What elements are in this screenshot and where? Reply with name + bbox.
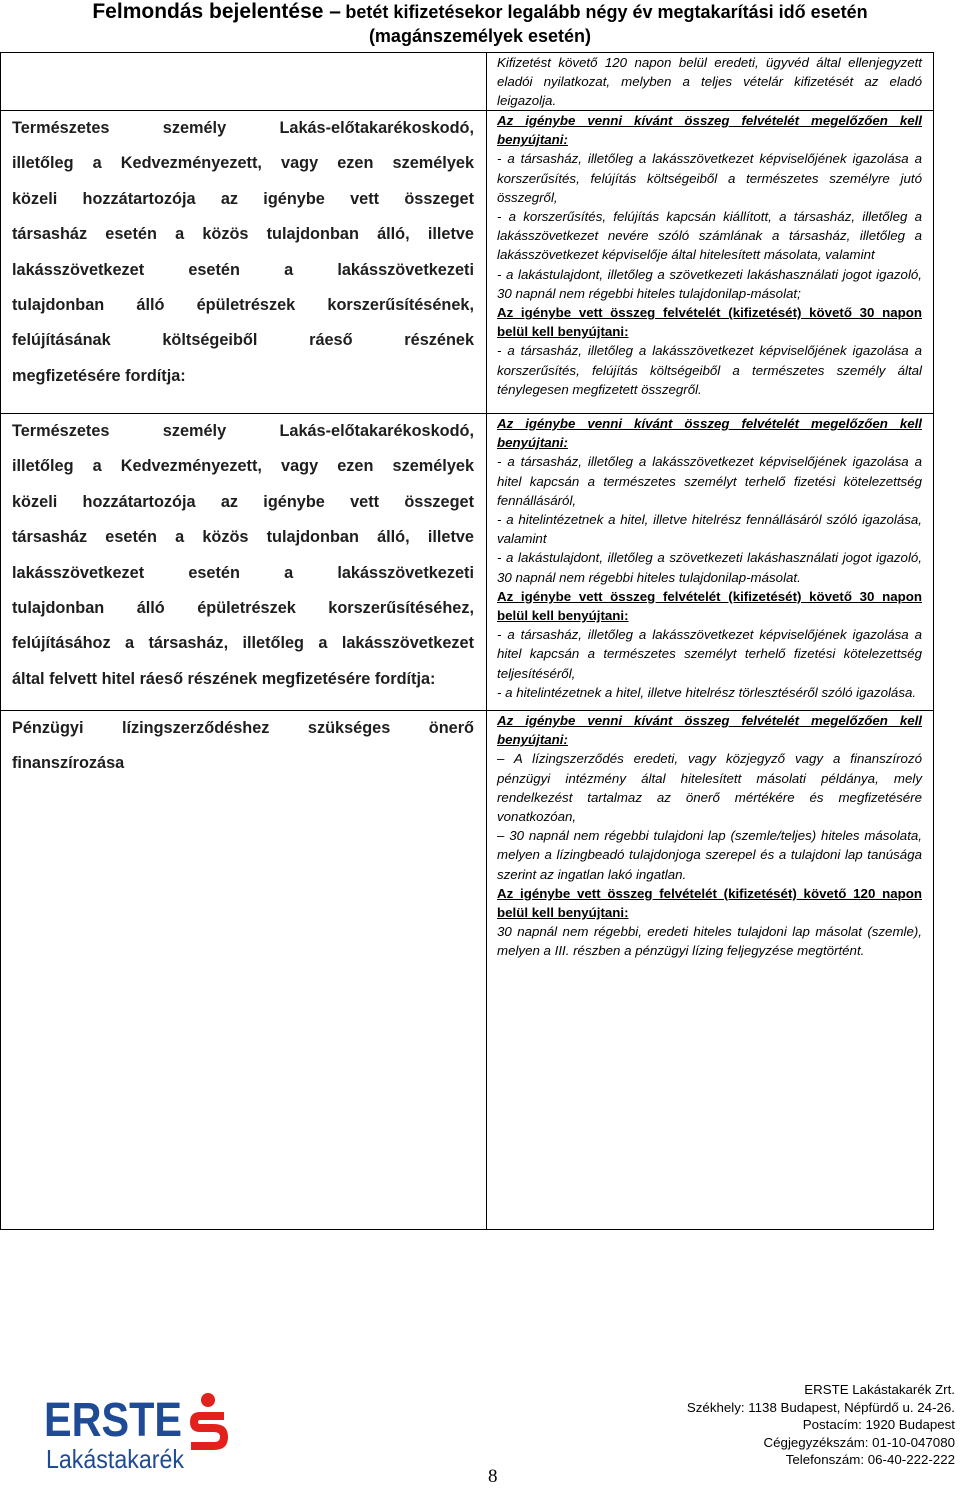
purpose-line: társasház esetén a közös tulajdonban álló, illetve [12, 528, 474, 547]
requirement-heading: Az igénybe vett összeg felvételét (kifizetését) követő 120 napon belül kell benyújtani: [497, 885, 922, 921]
erste-logo [44, 1392, 234, 1472]
purpose-line: társasház esetén a közös tulajdonban álló, illetve [12, 225, 474, 244]
address-line: Cégjegyzékszám: 01-10-047080 [763, 1434, 955, 1450]
document-requirement: - a társasház, illetőleg a lakásszövetkezet képviselőjének igazolása a hitel kapcsán a természetes személyt terhelő fizetési kötelezettség teljesítéséről, [497, 627, 922, 681]
requirement-heading: Az igénybe venni kívánt összeg felvételét megelőzően kell benyújtani: [497, 713, 922, 748]
document-requirement: - a lakástulajdont, illetőleg a szövetkezeti lakáshasználati jogot igazoló, 30 napnál nem régebbi hiteles tulajdonilap-másolat. [497, 550, 922, 585]
document-requirement: - a hitelintézetnek a hitel, illetve hitelrész törlesztéséről szóló igazolása. [497, 684, 917, 700]
purpose-line: tulajdonban álló épületrészek korszerűsítésének, [12, 296, 474, 315]
document-requirement: – 30 napnál nem régebbi tulajdoni lap (szemle/teljes) hiteles másolata, melyen a lízingbeadó tulajdonjoga szerepel és a tulajdoni lap tanúsága szerint az ingatlan lakó ingatlan. [497, 828, 922, 882]
purpose-line: lakásszövetkezet esetén a lakásszövetkezeti [12, 563, 474, 582]
logo-bottom-text: Lakástakarék [46, 1444, 185, 1472]
requirement-heading: Az igénybe venni kívánt összeg felvételét megelőzően kell benyújtani: [497, 113, 922, 148]
purpose-cell [1, 711, 487, 1230]
table-row [1, 711, 934, 1230]
document-requirement: - a társasház, illetőleg a lakásszövetkezet képviselőjének igazolása a hitel kapcsán a természetes személyt terhelő fizetési kötelezettség fennállásáról, [497, 454, 922, 508]
purpose-cell [1, 414, 487, 711]
purpose-line: által felvett hitel ráeső részének megfizetésére fordítja: [12, 669, 436, 688]
title-main: Felmondás bejelentése – [92, 0, 341, 23]
address-line: Postacím: 1920 Budapest [802, 1417, 955, 1433]
purpose-line: Pénzügyi lízingszerződéshez szükséges önerő [12, 719, 474, 737]
purpose-line: lakásszövetkezet esetén a lakásszövetkezeti [12, 260, 474, 279]
purpose-line: tulajdonban álló épületrészek korszerűsítéséhez, [12, 599, 474, 618]
purpose-cell [1, 53, 487, 111]
address-line: ERSTE Lakástakarék Zrt. [804, 1382, 955, 1397]
purpose-line: megfizetésére fordítja: [12, 366, 186, 385]
address-line: Székhely: 1138 Budapest, Népfürdő u. 24-26. [686, 1399, 955, 1415]
document-requirement: 30 napnál nem régebbi, eredeti hiteles tulajdoni lap másolat (szemle), melyen a III. részben a pénzügyi lízing feljegyzése megtörtént. [497, 924, 922, 959]
purpose-line: illetőleg a Kedvezményezett, vagy ezen személyek [12, 457, 474, 476]
address-line: Telefonszám: 06-40-222-222 [785, 1452, 955, 1468]
purpose-line: finanszírozása [12, 754, 125, 773]
purpose-line: közeli hozzátartozója az igénybe vett összeget [12, 492, 474, 511]
document-requirement: - a korszerűsítés, felújítás kapcsán kiállított, a társasház, illetőleg a lakásszövetkezet nevére szóló számlának a társasház, illetőleg a lakásszövetkezet képviselője által hitelesített másolata, valamint [497, 209, 922, 263]
purpose-line: Természetes személy Lakás-előtakarékoskodó, [12, 119, 474, 137]
table-row [1, 111, 934, 414]
document-requirement: - a társasház, illetőleg a lakásszövetkezet képviselőjének igazolása a korszerűsítés, felújítás költségeiből a természetes személyre jutó összegről, [497, 151, 922, 205]
documents-cell [487, 711, 934, 1230]
purpose-line: Természetes személy Lakás-előtakarékoskodó, [12, 422, 474, 440]
document-requirement: - a hitelintézetnek a hitel, illetve hitelrész fennállásáról szóló igazolása, valamint [497, 512, 922, 547]
table-row [1, 414, 934, 711]
document-requirement: - a lakástulajdont, illetőleg a szövetkezeti lakáshasználati jogot igazoló, 30 napnál nem régebbi hiteles tulajdonilap-másolat; [497, 266, 922, 301]
document-requirement: Kifizetést követő 120 napon belül eredeti, ügyvéd által ellenjegyzett eladói nyilatkozat, melyben a teljes vételár kifizetését az eladó leigazolja. [497, 55, 922, 108]
erste-s-icon [190, 1393, 228, 1450]
requirement-heading: Az igénybe vett összeg felvételét (kifizetését) követő 30 napon belül kell benyújtani: [497, 305, 922, 340]
purpose-line: felújításának költségeiből ráeső részének [12, 331, 474, 350]
title-sub: betét kifizetésekor legalább négy év megtakarítási idő esetén [345, 2, 868, 22]
requirement-heading: Az igénybe venni kívánt összeg felvételét megelőzően kell benyújtani: [497, 416, 922, 451]
logo-top-text: ERSTE [44, 1394, 182, 1447]
page-number: 8 [488, 1466, 498, 1487]
documents-cell [487, 111, 934, 414]
company-address [687, 1381, 955, 1469]
document-requirement: – A lízingszerződés eredeti, vagy közjegyző vagy a finanszírozó pénzügyi intézmény által hitelesített másolati példánya, mely rendelkezést tartalmaz az önerő mértékére és megfizetésére vonatkozóan, [497, 751, 922, 825]
purpose-line: felújításához a társasház, illetőleg a lakásszövetkezet [12, 634, 474, 653]
requirement-heading: Az igénybe vett összeg felvételét (kifizetését) követő 30 napon belül kell benyújtani: [497, 588, 922, 624]
documents-cell [487, 414, 934, 711]
requirements-table [0, 52, 934, 1230]
document-requirement: - a társasház, illetőleg a lakásszövetkezet képviselőjének igazolása a korszerűsítés, felújítás költségeiből a természetes személy által ténylegesen megfizetett összegről. [497, 343, 922, 397]
purpose-line: illetőleg a Kedvezményezett, vagy ezen személyek [12, 154, 474, 173]
table-row [1, 53, 934, 111]
documents-cell [487, 53, 934, 111]
purpose-line: közeli hozzátartozója az igénybe vett összeget [12, 189, 474, 208]
title-subline: (magánszemélyek esetén) [368, 26, 592, 46]
purpose-cell [1, 111, 487, 414]
